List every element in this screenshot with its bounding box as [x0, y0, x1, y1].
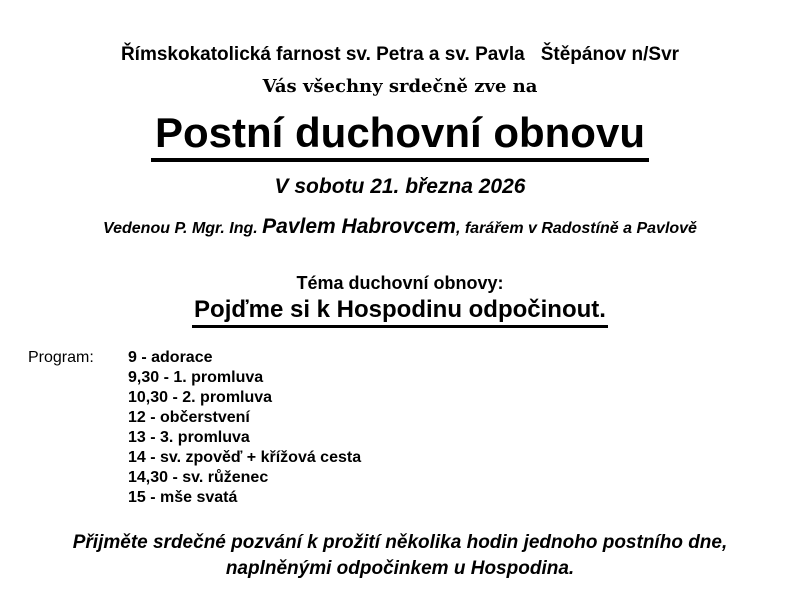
program-item: 15 - mše svatá — [128, 489, 238, 507]
closing-invitation-line1: Přijměte srdečné pozvání k prožití několika hodin jednoho postního dne, — [72, 532, 728, 554]
page-title: Postní duchovní obnovu — [151, 111, 649, 162]
program-item: 13 - 3. promluva — [128, 429, 250, 447]
program-item: 10,30 - 2. promluva — [128, 389, 273, 407]
parish-location: Štěpánov n/Svr — [540, 44, 680, 65]
theme-title: Pojďme si k Hospodinu odpočinout. — [192, 296, 608, 328]
program-label: Program: — [28, 349, 94, 367]
invitation-subtitle: Vás všechny srdečně zve na — [262, 76, 538, 97]
main-title-wrap — [0, 111, 800, 162]
program-item: 12 - občerstvení — [128, 409, 250, 427]
program-list — [128, 348, 361, 508]
leader-name: Pavlem Habrovcem — [262, 215, 456, 239]
theme-label: Téma duchovní obnovy: — [296, 273, 504, 294]
program-section — [28, 348, 800, 508]
event-date: V sobotu 21. března 2026 — [274, 175, 526, 199]
theme-title-wrap — [0, 296, 800, 328]
leader-suffix: , farářem v Radostíně a Pavlově — [455, 220, 697, 238]
program-item: 14 - sv. zpověď + křížová cesta — [128, 449, 362, 467]
program-item: 9,30 - 1. promluva — [128, 369, 264, 387]
parish-header — [0, 44, 800, 66]
leader-prefix: Vedenou P. Mgr. Ing. — [103, 220, 263, 238]
leader-line — [0, 215, 800, 239]
closing-invitation-line2: naplněnými odpočinkem u Hospodina. — [225, 558, 575, 580]
parish-name: Římskokatolická farnost sv. Petra a sv. Pavla — [120, 44, 525, 65]
program-item: 9 - adorace — [128, 349, 213, 367]
closing-invitation — [0, 530, 800, 582]
program-item: 14,30 - sv. růženec — [128, 469, 269, 487]
